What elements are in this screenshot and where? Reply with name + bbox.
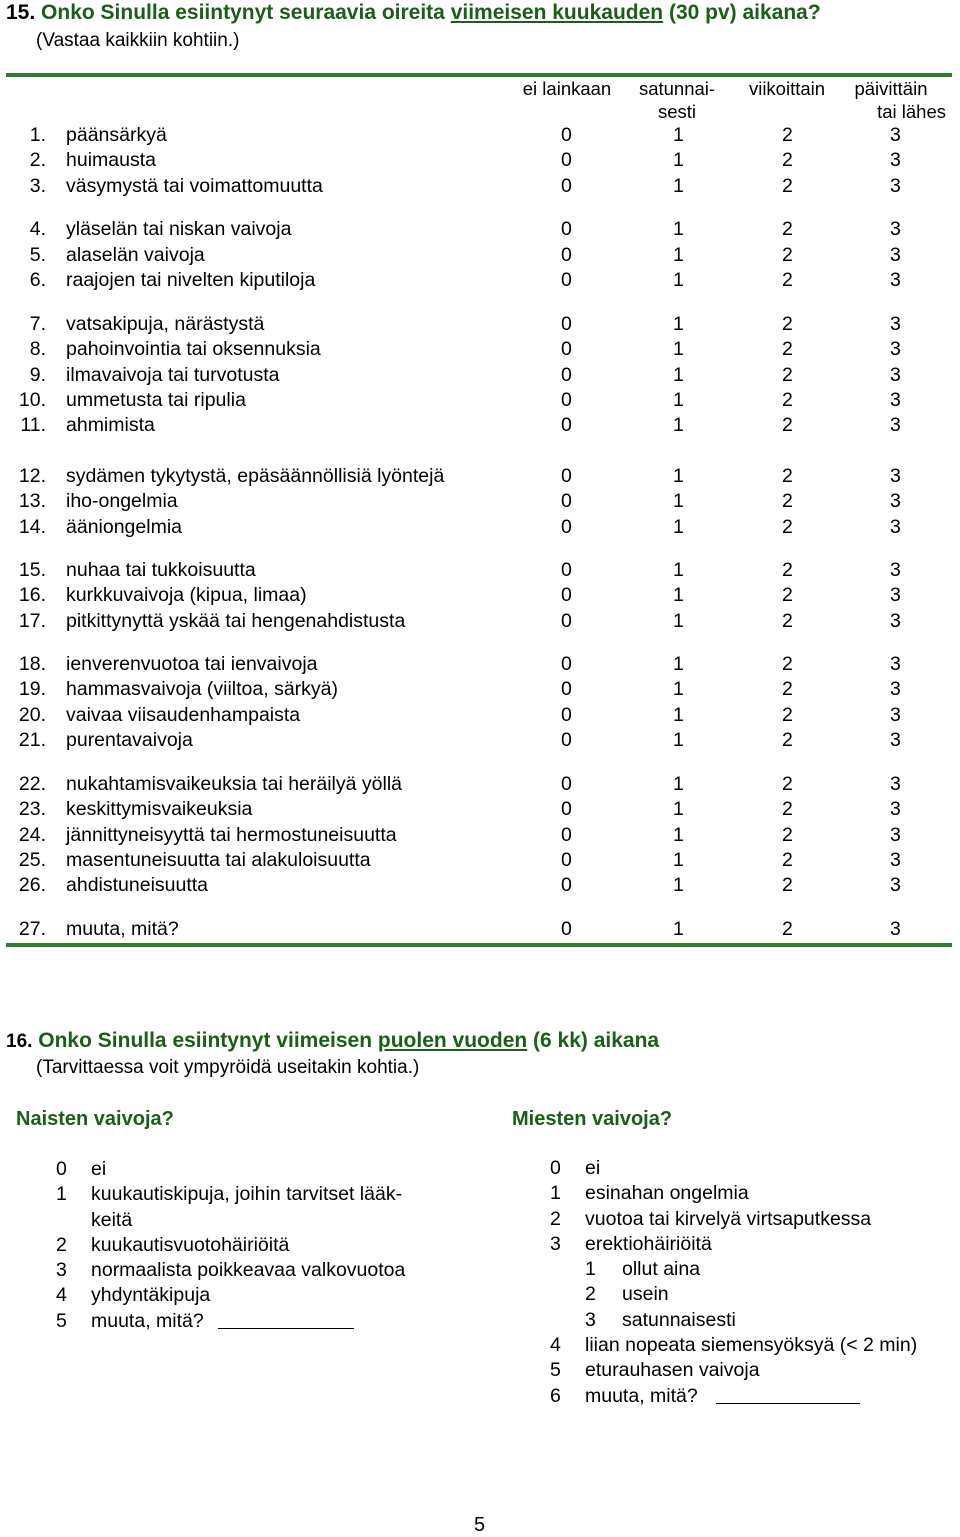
answer-option-2[interactable]: 2 [782,244,793,266]
symptom-row [0,704,960,729]
answer-option-2[interactable]: 2 [782,490,793,512]
answer-option-1[interactable]: 1 [673,559,684,581]
answer-option-2[interactable]: 2 [782,610,793,632]
men-option-number: 2 [585,1283,596,1306]
men-option[interactable] [550,1207,960,1232]
symptom-row [0,124,960,149]
symptom-number: 7. [29,313,46,335]
men-option-number: 1 [585,1258,596,1281]
answer-option-1[interactable]: 1 [673,269,684,291]
answer-option-2[interactable]: 2 [782,773,793,795]
answer-option-3[interactable]: 3 [890,874,901,896]
symptom-row [0,610,960,635]
men-option-label: muuta, mitä? [585,1384,698,1407]
question-15-title [6,1,821,25]
symptom-row [0,313,960,338]
table-bottom-rule [6,943,952,947]
symptom-number: 11. [20,414,46,436]
answer-option-1[interactable]: 1 [673,338,684,360]
symptom-row [0,389,960,414]
symptom-row [0,559,960,584]
symptom-label: alaselän vaivoja [66,244,205,266]
symptom-number: 19. [18,678,46,700]
men-option[interactable] [550,1156,960,1181]
answer-option-0[interactable]: 0 [561,653,572,675]
answer-option-2[interactable]: 2 [782,364,793,386]
answer-option-1[interactable]: 1 [673,389,684,411]
symptom-row [0,729,960,754]
symptom-label: purentavaivoja [66,729,193,751]
men-option[interactable] [550,1333,960,1358]
answer-option-2[interactable]: 2 [782,389,793,411]
symptom-row [0,584,960,609]
symptom-row [0,918,960,943]
symptom-label: yläselän tai niskan vaivoja [66,218,292,240]
answer-option-1[interactable]: 1 [673,465,684,487]
men-option[interactable] [550,1181,960,1206]
symptom-number: 3. [29,175,46,197]
symptom-label: masentuneisuutta tai alakuloisuutta [66,849,371,871]
men-option-number: 3 [550,1232,561,1255]
women-option-label: yhdyntäkipuja [91,1284,211,1307]
women-option[interactable] [56,1157,476,1182]
column-header-2: viikoittain [748,78,826,99]
answer-option-0[interactable]: 0 [561,849,572,871]
women-option-number: 0 [56,1158,67,1180]
symptom-number: 2. [29,149,46,171]
women-option[interactable] [56,1258,476,1283]
answer-option-0[interactable]: 0 [561,124,572,146]
answer-option-0[interactable]: 0 [561,610,572,632]
symptom-row [0,798,960,823]
symptom-label: vatsakipuja, närästystä [66,313,265,335]
answer-option-3[interactable]: 3 [890,653,901,675]
symptom-row [0,414,960,439]
symptom-row [0,244,960,269]
symptom-row [0,218,960,243]
answer-option-3[interactable]: 3 [890,849,901,871]
symptom-number: 17. [18,610,46,632]
women-option[interactable] [56,1309,476,1334]
answer-option-3[interactable]: 3 [890,516,901,538]
answer-option-1[interactable]: 1 [673,704,684,726]
symptom-number: 16. [18,584,46,606]
symptom-row [0,824,960,849]
answer-option-1[interactable]: 1 [673,849,684,871]
symptom-number: 4. [29,218,46,240]
men-option[interactable] [550,1282,960,1307]
answer-option-1[interactable]: 1 [673,414,684,436]
answer-option-0[interactable]: 0 [561,678,572,700]
answer-option-2[interactable]: 2 [782,653,793,675]
women-option-number: 4 [56,1284,67,1307]
answer-option-1[interactable]: 1 [673,516,684,538]
answer-option-2[interactable]: 2 [782,849,793,871]
symptom-number: 22. [18,773,46,795]
answer-option-0[interactable]: 0 [561,149,572,171]
symptom-number: 13. [18,490,46,512]
symptom-row [0,773,960,798]
symptom-row [0,490,960,515]
answer-option-2[interactable]: 2 [782,149,793,171]
men-option[interactable] [550,1232,960,1257]
symptom-row [0,465,960,490]
symptom-number: 25. [18,849,46,871]
answer-option-3[interactable]: 3 [890,490,901,512]
symptom-label: ienverenvuotoa tai ienvaivoja [66,653,318,675]
column-header-0: ei lainkaan [522,78,612,99]
answer-option-1[interactable]: 1 [673,653,684,675]
symptom-row [0,849,960,874]
answer-option-0[interactable]: 0 [561,918,572,940]
answer-option-1[interactable]: 1 [673,364,684,386]
answer-option-3[interactable]: 3 [890,414,901,436]
answer-option-2[interactable]: 2 [782,414,793,436]
symptom-number: 1. [29,124,46,146]
women-option[interactable] [56,1233,476,1258]
men-option-number: 2 [550,1207,561,1230]
women-option-number: 1 [56,1183,67,1206]
question-16-text: Onko Sinulla esiintynyt viimeisen puolen vuoden (6 kk) aikana [38,1029,660,1052]
men-option-label: liian nopeata siemensyöksyä (< 2 min) [585,1334,918,1357]
answer-option-0[interactable]: 0 [561,824,572,846]
symptom-label: iho-ongelmia [66,490,178,512]
symptom-label: ääniongelmia [66,516,183,538]
symptom-label: väsymystä tai voimattomuutta [66,175,323,197]
answer-option-0[interactable]: 0 [561,465,572,487]
symptom-number: 12. [18,465,46,487]
men-option[interactable] [550,1384,960,1409]
answer-option-0[interactable]: 0 [561,364,572,386]
answer-option-3[interactable]: 3 [890,269,901,291]
answer-option-0[interactable]: 0 [561,584,572,606]
symptom-label: ahmimista [66,414,155,436]
women-option-label: muuta, mitä? [91,1309,204,1332]
answer-option-3[interactable]: 3 [890,149,901,171]
answer-option-3[interactable]: 3 [890,798,901,820]
symptom-row [0,175,960,200]
symptom-number: 20. [18,704,46,726]
answer-option-2[interactable]: 2 [782,516,793,538]
answer-option-3[interactable]: 3 [890,313,901,335]
women-option-label: ei [91,1158,107,1180]
answer-option-1[interactable]: 1 [673,678,684,700]
answer-option-3[interactable]: 3 [890,465,901,487]
symptom-number: 5. [29,244,46,266]
answer-option-2[interactable]: 2 [782,874,793,896]
symptom-label: nukahtamisvaikeuksia tai heräilyä yöllä [66,773,403,795]
answer-option-3[interactable]: 3 [890,729,901,751]
answer-option-3[interactable]: 3 [890,824,901,846]
answer-option-0[interactable]: 0 [561,414,572,436]
symptom-label: keskittymisvaikeuksia [66,798,253,820]
men-options [550,1156,960,1409]
answer-option-0[interactable]: 0 [561,798,572,820]
answer-option-0[interactable]: 0 [561,516,572,538]
symptom-number: 27. [18,918,46,940]
men-option-number: 0 [550,1157,561,1179]
answer-option-2[interactable]: 2 [782,559,793,581]
symptom-label: jännittyneisyyttä tai hermostuneisuutta [66,824,397,846]
answer-option-1[interactable]: 1 [673,798,684,820]
women-options [56,1157,476,1334]
answer-option-3[interactable]: 3 [890,610,901,632]
symptom-label: ahdistuneisuutta [66,874,209,896]
answer-option-1[interactable]: 1 [673,874,684,896]
answer-option-3[interactable]: 3 [890,918,901,940]
answer-option-2[interactable]: 2 [782,313,793,335]
symptom-row [0,149,960,174]
men-heading: Miesten vaivoja? [512,1108,673,1130]
answer-option-2[interactable]: 2 [782,918,793,940]
men-option[interactable] [550,1308,960,1333]
answer-option-1[interactable]: 1 [673,824,684,846]
women-option-label: keitä [91,1208,133,1231]
answer-option-2[interactable]: 2 [782,175,793,197]
men-option-label: usein [622,1283,669,1306]
men-option-number: 4 [550,1334,561,1357]
symptom-row [0,874,960,899]
answer-option-0[interactable]: 0 [561,338,572,360]
answer-option-2[interactable]: 2 [782,584,793,606]
answer-option-3[interactable]: 3 [890,559,901,581]
answer-option-1[interactable]: 1 [673,149,684,171]
symptom-number: 10. [18,389,46,411]
answer-option-3[interactable]: 3 [890,678,901,700]
answer-option-0[interactable]: 0 [561,704,572,726]
answer-option-0[interactable]: 0 [561,175,572,197]
women-option[interactable] [56,1283,476,1308]
answer-option-1[interactable]: 1 [673,773,684,795]
symptom-label: vaivaa viisaudenhampaista [66,704,301,726]
symptom-label: pahoinvointia tai oksennuksia [66,338,321,360]
men-option[interactable] [550,1257,960,1282]
symptom-number: 15. [18,559,46,581]
answer-option-0[interactable]: 0 [561,244,572,266]
answer-option-2[interactable]: 2 [782,124,793,146]
symptom-label: hammasvaivoja (viiltoa, särkyä) [66,678,339,700]
symptom-number: 26. [18,874,46,896]
answer-option-2[interactable]: 2 [782,465,793,487]
answer-option-1[interactable]: 1 [673,313,684,335]
symptom-label: huimausta [66,149,156,171]
women-option-label: normaalista poikkeavaa valkovuotoa [91,1259,406,1282]
symptom-number: 6. [29,269,46,291]
answer-option-1[interactable]: 1 [673,244,684,266]
men-option-label: vuotoa tai kirvelyä virtsaputkessa [585,1207,872,1230]
men-option-number: 1 [550,1182,561,1205]
women-option-label: kuukautisvuotohäiriöitä [91,1233,290,1256]
answer-option-1[interactable]: 1 [673,729,684,751]
question-15-instruction: (Vastaa kaikkiin kohtiin.) [36,30,240,51]
symptom-label: nuhaa tai tukkoisuutta [66,559,256,581]
answer-option-0[interactable]: 0 [561,773,572,795]
men-other-answer-field[interactable] [716,1403,860,1404]
symptom-number: 8. [29,338,46,360]
men-option-number: 3 [585,1308,596,1331]
symptom-label: ilmavaivoja tai turvotusta [66,364,280,386]
symptom-row [0,678,960,703]
women-other-answer-field[interactable] [218,1328,354,1329]
men-option-label: ollut aina [622,1258,701,1281]
question-15-number: 15. [6,1,36,24]
answer-option-2[interactable]: 2 [782,678,793,700]
men-option-label: ei [585,1157,601,1179]
symptom-row [0,269,960,294]
symptom-number: 18. [18,653,46,675]
answer-option-2[interactable]: 2 [782,824,793,846]
symptom-row [0,364,960,389]
women-option-number: 3 [56,1259,67,1282]
women-option-label: kuukautiskipuja, joihin tarvitset lääk- [91,1183,403,1206]
answer-option-1[interactable]: 1 [673,124,684,146]
men-option-number: 6 [550,1384,561,1407]
answer-option-3[interactable]: 3 [890,389,901,411]
question-15-text: Onko Sinulla esiintynyt seuraavia oireita viimeisen kuukauden (30 pv) aikana? [41,1,821,24]
answer-option-0[interactable]: 0 [561,874,572,896]
symptom-row [0,338,960,363]
symptom-row [0,516,960,541]
question-16-number: 16. [6,1031,33,1052]
symptom-number: 24. [18,824,46,846]
answer-option-3[interactable]: 3 [890,175,901,197]
men-option-label: erektiohäiriöitä [585,1232,712,1255]
question-16-title [6,1029,659,1053]
answer-option-1[interactable]: 1 [673,584,684,606]
answer-option-2[interactable]: 2 [782,269,793,291]
answer-option-1[interactable]: 1 [673,610,684,632]
answer-option-0[interactable]: 0 [561,559,572,581]
women-option[interactable] [56,1208,476,1233]
men-option[interactable] [550,1358,960,1383]
symptom-label: raajojen tai nivelten kiputiloja [66,269,316,291]
symptom-number: 21. [18,729,46,751]
answer-option-2[interactable]: 2 [782,218,793,240]
symptom-label: sydämen tykytystä, epäsäännöllisiä lyöntejä [66,465,445,487]
answer-option-1[interactable]: 1 [673,218,684,240]
men-option-label: satunnaisesti [622,1308,736,1331]
symptom-label: kurkkuvaivoja (kipua, limaa) [66,584,307,606]
answer-option-3[interactable]: 3 [890,244,901,266]
symptom-label: ummetusta tai ripulia [66,389,246,411]
answer-option-0[interactable]: 0 [561,313,572,335]
symptom-number: 14. [18,516,46,538]
women-heading: Naisten vaivoja? [16,1108,174,1130]
answer-option-0[interactable]: 0 [561,389,572,411]
answer-option-3[interactable]: 3 [890,338,901,360]
question-16-instruction: (Tarvittaessa voit ympyröidä useitakin kohtia.) [36,1057,420,1078]
men-option-number: 5 [550,1359,561,1382]
men-option-label: esinahan ongelmia [585,1182,749,1205]
answer-option-1[interactable]: 1 [673,175,684,197]
answer-option-2[interactable]: 2 [782,729,793,751]
answer-option-2[interactable]: 2 [782,798,793,820]
answer-option-0[interactable]: 0 [561,269,572,291]
answer-option-3[interactable]: 3 [890,364,901,386]
symptom-label: muuta, mitä? [66,918,179,940]
men-option-label: eturauhasen vaivoja [585,1359,760,1382]
symptom-number: 23. [18,798,46,820]
answer-option-1[interactable]: 1 [673,918,684,940]
answer-option-3[interactable]: 3 [890,704,901,726]
answer-option-2[interactable]: 2 [782,704,793,726]
answer-option-1[interactable]: 1 [673,490,684,512]
symptom-row [0,653,960,678]
column-header-3: päivittäin tai lähes [854,78,946,122]
women-option-number: 2 [56,1233,67,1256]
answer-option-3[interactable]: 3 [890,218,901,240]
answer-option-2[interactable]: 2 [782,338,793,360]
symptom-label: pitkittynyttä yskää tai hengenahdistusta [66,610,406,632]
answer-option-0[interactable]: 0 [561,729,572,751]
answer-option-0[interactable]: 0 [561,218,572,240]
answer-option-3[interactable]: 3 [890,773,901,795]
answer-option-3[interactable]: 3 [890,124,901,146]
answer-option-3[interactable]: 3 [890,584,901,606]
women-option-number: 5 [56,1309,67,1332]
symptom-label: päänsärkyä [66,124,167,146]
column-header-1: satunnai- sesti [638,78,716,122]
symptom-number: 9. [29,364,46,386]
page-number: 5 [474,1514,486,1536]
answer-option-0[interactable]: 0 [561,490,572,512]
women-option[interactable] [56,1182,476,1207]
